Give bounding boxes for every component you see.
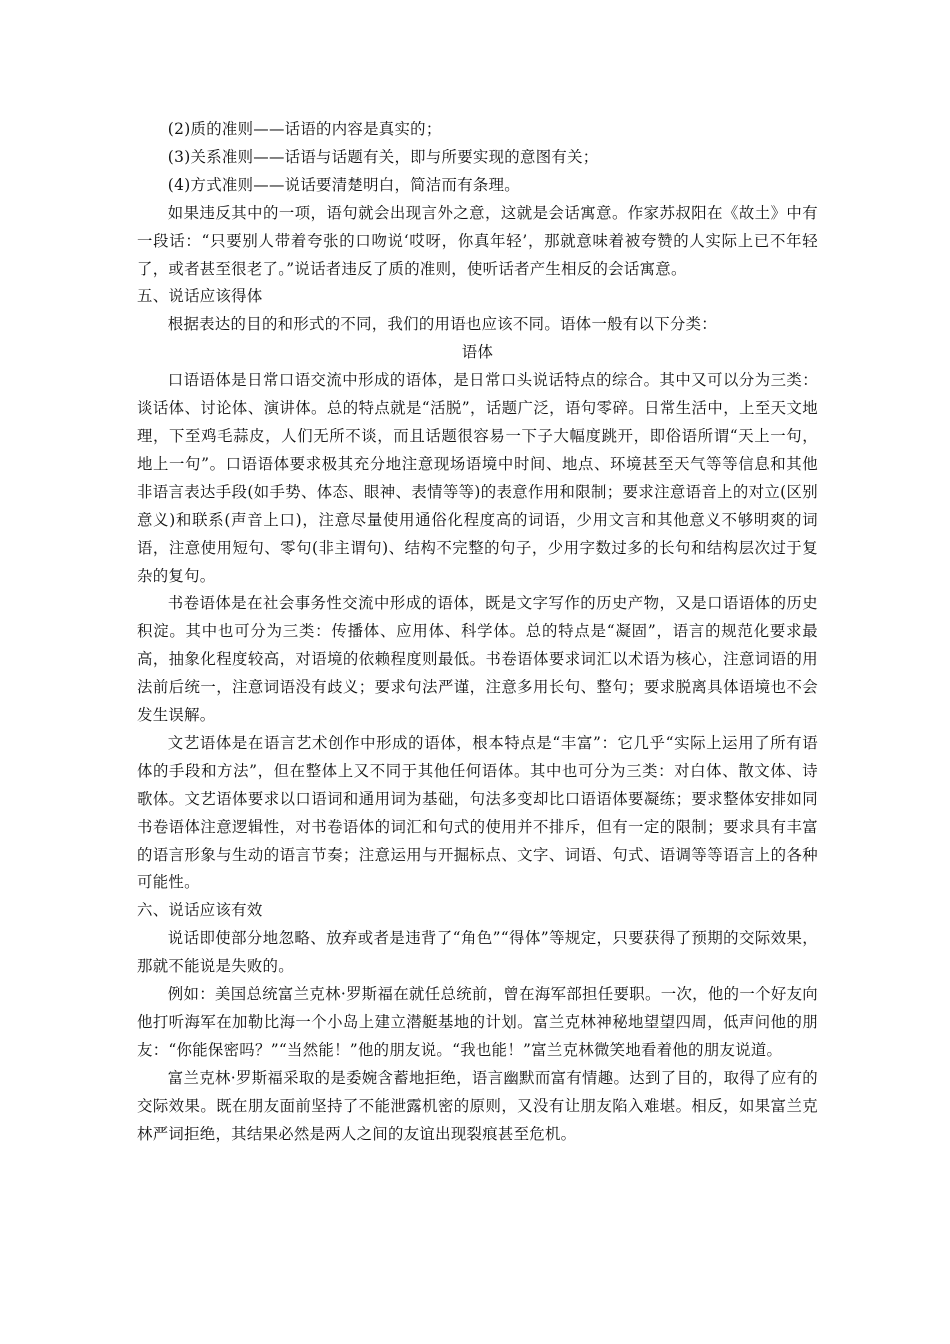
paragraph-roosevelt-example: 例如：美国总统富兰克林·罗斯福在就任总统前，曾在海军部担任要职。一次，他的一个好友向他打听海军在加勒比海一个小岛上建立潜艇基地的计划。富兰克林神秘地望望四周，低声问他的朋友：“你能保密吗？”“当然能！”他的朋友说。“我也能！”富兰克林微笑地看着他的朋友说道。: [137, 985, 818, 1059]
paragraph-oral-register: 口语语体是日常口语交流中形成的语体，是日常口头说话特点的综合。其中又可以分为三类：谈话体、讨论体、演讲体。总的特点就是“活脱”，话题广泛，语句零碎。日常生活中，上至天文地理，下至鸡毛蒜皮，人们无所不谈，而且话题很容易一下子大幅度跳开，即俗语所谓“天上一句，地上一句”。口语语体要求极其充分地注意现场语境中时间、地点、环境甚至天气等等信息和其他非语言表达手段(如手势、体态、眼神、表情等等)的表意作用和限制；要求注意语音上的对立(区别意义)和联系(声音上口)，注意尽量使用通俗化程度高的词语，少用文言和其他意义不够明爽的词语，注意使用短句、零句(非主谓句)、结构不完整的句子，少用字数过多的长句和结构层次过于复杂的复句。: [137, 371, 818, 585]
paragraph-relation-maxim: (3)关系准则——话语与话题有关，即与所要实现的意图有关；: [167, 147, 599, 166]
paragraph-literary-register: 文艺语体是在语言艺术创作中形成的语体，根本特点是“丰富”：它几乎“实际上运用了所有语体的手段和方法”，但在整体上又不同于其他任何语体。其中也可分为三类：对白体、散文体、诗歌体。文艺语体要求以口语词和通用词为基础，句法多变却比口语语体要凝练；要求整体安排如同书卷语体注意逻辑性，对书卷语体的词汇和句式的使用并不排斥，但有一定的限制；要求具有丰富的语言形象与生动的语言节奏；注意运用与开掘标点、文字、词语、句式、语调等等语言上的各种可能性。: [137, 733, 818, 892]
paragraph-quality-maxim: (2)质的准则——话语的内容是真实的；: [167, 120, 442, 138]
centered-caption: 语体: [461, 343, 494, 362]
paragraph-written-register: 书卷语体是在社会事务性交流中形成的语体，既是文字写作的历史产物，又是口语语体的历史积淀。其中也可分为三类：传播体、应用体、科学体。总的特点是“凝固”，语言的规范化要求最高，抽象化程度较高，对语境的依赖程度则最低。书卷语体要求词汇以术语为核心，注意词语的用法前后统一，注意词语没有歧义；要求句法严谨，注意多用长句、整句；要求脱离具体语境也不会发生误解。: [137, 594, 818, 725]
paragraph-register-intro: 根据表达的目的和形式的不同，我们的用语也应该不同。语体一般有以下分类：: [167, 315, 717, 334]
paragraph-roosevelt-analysis: 富兰克林·罗斯福采取的是委婉含蓄地拒绝，语言幽默而富有情趣。达到了目的，取得了应有的交际效果。既在朋友面前坚持了不能泄露机密的原则，又没有让朋友陷入难堪。相反，如果富兰克林严词拒绝，其结果必然是两人之间的友谊出现裂痕甚至危机。: [137, 1068, 818, 1143]
section-heading-5: 五、说话应该得体: [137, 287, 263, 306]
section-heading-6: 六、说话应该有效: [137, 901, 263, 920]
document-body: [137, 116, 818, 1149]
paragraph-manner-maxim: (4)方式准则——说话要清楚明白，简洁而有条理。: [167, 175, 521, 194]
paragraph-implicature: 如果违反其中的一项，语句就会出现言外之意，这就是会话寓意。作家苏叔阳在《故土》中有一段话：“只要别人带着夸张的口吻说‘哎呀，你真年轻’，那就意味着被夸赞的人实际上已不年轻了，或者甚至很老了。”说话者违反了质的准则，使听话者产生相反的会话寓意。: [137, 203, 818, 278]
paragraph-effectiveness: 说话即使部分地忽略、放弃或者是违背了“角色”“得体”等规定，只要获得了预期的交际效果，那就不能说是失败的。: [137, 929, 818, 976]
